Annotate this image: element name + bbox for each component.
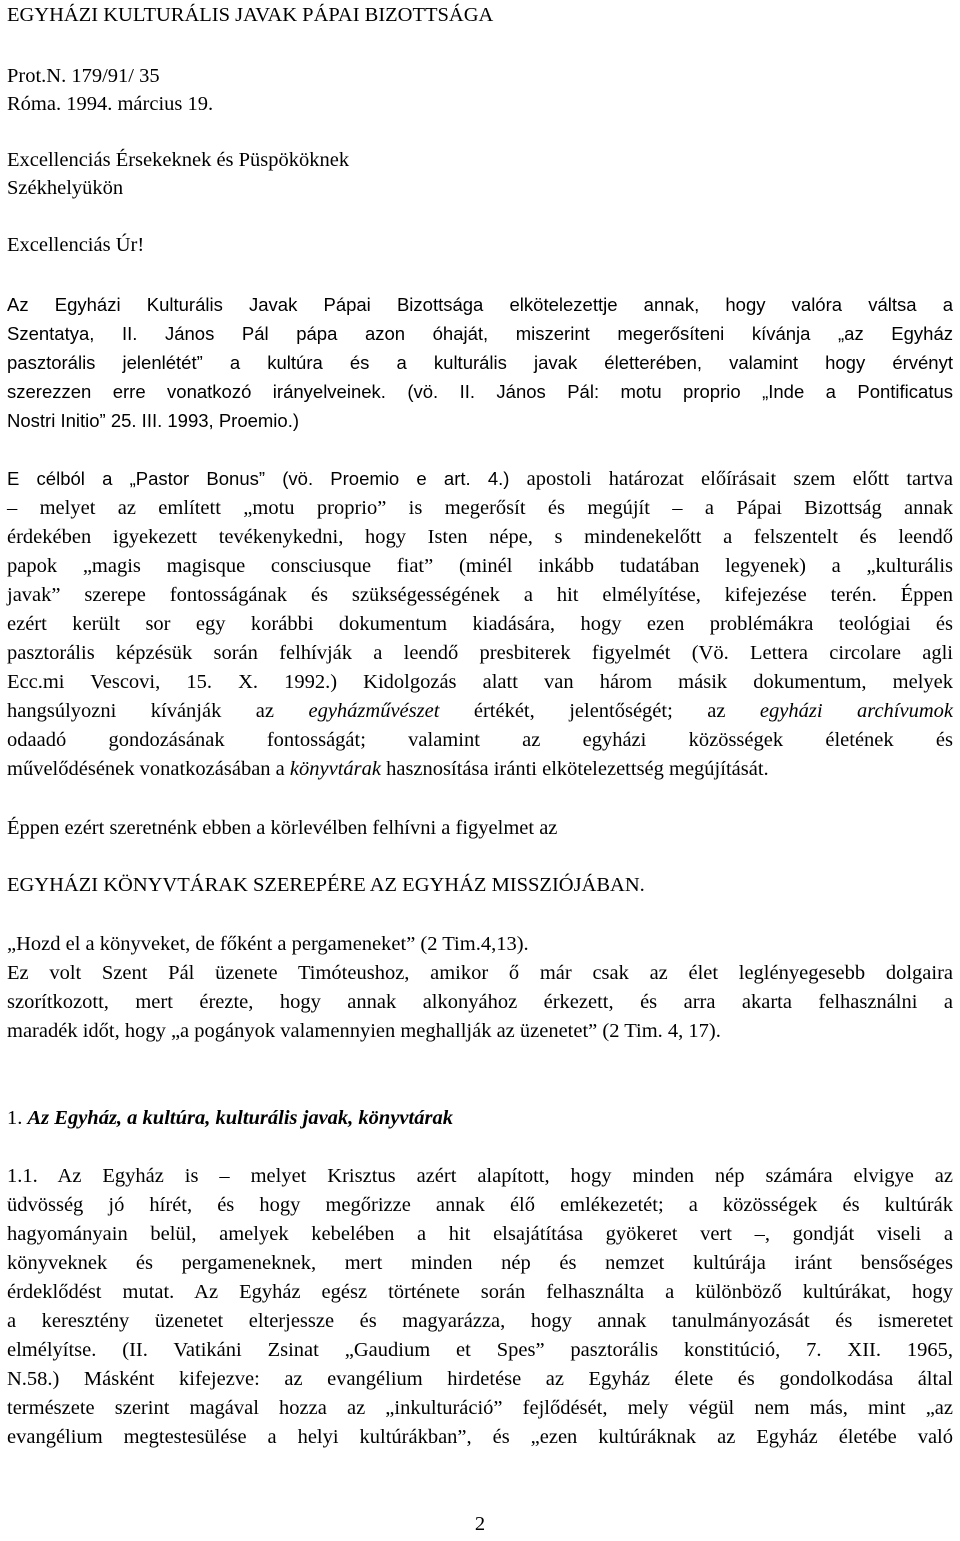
para-line: evangélium megtestesülése a helyi kultúrákban”, és „ezen kultúráknak az Egyház életébe való	[7, 1426, 953, 1448]
quote-line: Ez volt Szent Pál üzenete Timóteushoz, amikor ő már csak az élet leglényegesebb dolgaira	[7, 962, 953, 984]
purpose-line: pasztorális képzésük során felhívják a leendő presbiterek figyelmét (Vö. Lettera circolare agli	[7, 642, 953, 664]
intro-line: Nostri Initio” 25. III. 1993, Proemio.)	[7, 410, 300, 431]
addressee-location: Székhelyükön	[7, 177, 124, 199]
salutation: Excellenciás Úr!	[7, 234, 145, 256]
italic-term: egyházművészet	[308, 700, 440, 722]
intro-line: szerezzen erre vonatkozó irányelveinek. (vö. II. János Pál: motu proprio „Inde a Pontificatus	[7, 381, 953, 402]
purpose-line: odaadó gondozásának fontosságát; valamint az egyházi közösségek életének és	[7, 729, 953, 751]
section-heading	[7, 1106, 453, 1130]
purpose-line: papok „magis magisque consciusque fiat” (minél inkább tudatában legyenek) a „kulturális	[7, 555, 953, 577]
letter-date: Róma. 1994. március 19.	[7, 93, 214, 115]
purpose-line	[7, 467, 953, 491]
purpose-serif-part: apostoli határozat előírásait szem előtt tartva	[509, 468, 953, 490]
purpose-line: – melyet az említett „motu proprio” is megerősít és megújít – a Pápai Bizottság annak	[7, 497, 953, 519]
purpose-line: érdekében igyekezett tevékenykedni, hogy Isten népe, s mindenekelőtt a felszentelt és leendő	[7, 526, 953, 548]
quote-line: maradék időt, hogy „a pogányok valamennyien meghallják az üzenetet” (2 Tim. 4, 17).	[7, 1020, 721, 1042]
para-line: üdvösség jó hírét, és hogy megőrizze annak élő emlékezetét; a közösségek és kultúrák	[7, 1194, 953, 1216]
quote-line: „Hozd el a könyveket, de főként a pergameneket” (2 Tim.4,13).	[7, 933, 529, 955]
para-line: könyveknek és pergameneknek, mert minden nép és nemzet kultúrája iránt bensőséges	[7, 1252, 953, 1274]
intro-line: Szentatya, II. János Pál pápa azon óhaját, miszerint megerősíteni kívánja „az Egyház	[7, 323, 953, 344]
purpose-line: javak” szerepe fontosságának és szükségességének a hit elmélyítése, kifejezése terén. Éppen	[7, 584, 953, 606]
para-line: természete szerint magával hozza az „inkulturáció” fejlődését, mely végül nem más, mint „az	[7, 1397, 953, 1419]
organization-title: EGYHÁZI KULTURÁLIS JAVAK PÁPAI BIZOTTSÁGA	[7, 4, 494, 26]
caps-heading: EGYHÁZI KÖNYVTÁRAK SZEREPÉRE AZ EGYHÁZ MISSZIÓJÁBAN.	[7, 874, 645, 896]
text-run: hasznosítása iránti elkötelezettség megújítását.	[380, 758, 769, 780]
page-number: 2	[474, 1513, 486, 1535]
section-number: 1.	[7, 1107, 28, 1129]
purpose-line	[7, 699, 953, 723]
text-run: művelődésének vonatkozásában a	[7, 758, 290, 780]
protocol-number: Prot.N. 179/91/ 35	[7, 65, 160, 87]
section-title: Az Egyház, a kultúra, kulturális javak, könyvtárak	[27, 1107, 453, 1129]
para-line: 1.1. Az Egyház is – melyet Krisztus azért alapított, hogy minden nép számára elvigye az	[7, 1165, 953, 1187]
intro-line: Az Egyházi Kulturális Javak Pápai Bizottsága elkötelezettje annak, hogy valóra váltsa a	[7, 294, 953, 315]
purpose-sans-part: E célból a „Pastor Bonus” (vö. Proemio e art. 4.)	[7, 468, 510, 489]
addressee-line: Excellenciás Érsekeknek és Püspököknek	[7, 149, 350, 171]
para-line: érdeklődést mutat. Az Egyház egész története során felhasználta a különböző kultúrákat, hogy	[7, 1281, 953, 1303]
attention-sentence: Éppen ezért szeretnénk ebben a körlevélben felhívni a figyelmet az	[7, 817, 558, 839]
para-line: elmélyítse. (II. Vatikáni Zsinat „Gaudium et Spes” pasztorális konstitúció, 7. XII. 1965,	[7, 1339, 953, 1361]
para-line: N.58.) Másként kifejezve: az evangélium hirdetése az Egyház élete és gondolkodása által	[7, 1368, 953, 1390]
purpose-line	[7, 757, 769, 781]
para-line: a keresztény üzenetet elterjessze és magyarázza, hogy annak tanulmányozását és ismeretet	[7, 1310, 953, 1332]
purpose-line: ezért került sor egy korábbi dokumentum kiadására, hogy ezen problémákra teológiai és	[7, 613, 953, 635]
purpose-line: Ecc.mi Vescovi, 15. X. 1992.) Kidolgozás alatt van három másik dokumentum, melyek	[7, 671, 953, 693]
intro-line: pasztorális jelenlétét” a kultúra és a kulturális javak életterében, valamint hogy érvényt	[7, 352, 953, 373]
text-run: értékét, jelentőségét; az	[439, 700, 760, 722]
quote-line: szorítkozott, mert érezte, hogy annak alkonyához érkezett, és arra akarta felhasználni a	[7, 991, 953, 1013]
italic-term: könyvtárak	[289, 758, 381, 780]
italic-term: egyházi archívumok	[759, 700, 953, 722]
text-run: hangsúlyozni kívánják az	[7, 700, 309, 722]
para-line: hagyományain belül, amelyek kebelében a hit elsajátítása gyökeret vert –, gondját viseli a	[7, 1223, 953, 1245]
